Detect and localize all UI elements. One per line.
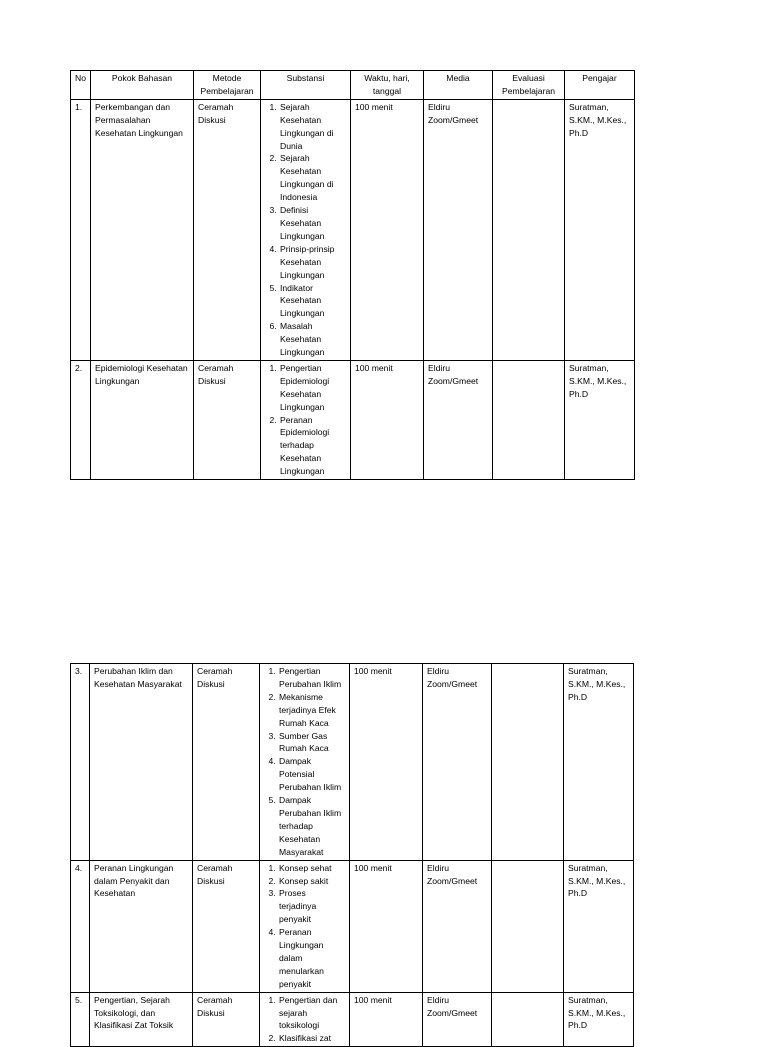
header-metode: Metode Pembelajaran xyxy=(194,71,261,100)
cell-metode: Ceramah Diskusi xyxy=(193,664,260,861)
cell-no: 3. xyxy=(71,664,90,861)
header-pengajar: Pengajar xyxy=(565,71,635,100)
cell-pokok-bahasan: Pengertian, Sejarah Toksikologi, dan Klasifikasi Zat Toksik xyxy=(90,992,193,1047)
substansi-list xyxy=(264,665,345,859)
cell-substansi xyxy=(260,664,350,861)
substansi-item: 2. Klasifikasi zat xyxy=(278,1032,345,1045)
substansi-item: 1. Pengertian Perubahan Iklim xyxy=(278,665,345,691)
substansi-item: 5. Indikator Kesehatan Lingkungan xyxy=(279,282,346,321)
cell-substansi xyxy=(261,360,351,479)
substansi-item: 3. Sumber Gas Rumah Kaca xyxy=(278,730,345,756)
cell-pokok-bahasan: Perubahan Iklim dan Kesehatan Masyarakat xyxy=(90,664,193,861)
cell-pengajar: Suratman, S.KM., M.Kes., Ph.D xyxy=(565,99,635,360)
substansi-item: 6. Masalah Kesehatan Lingkungan xyxy=(279,320,346,359)
cell-substansi xyxy=(260,860,350,992)
table-row xyxy=(71,99,635,360)
table-row xyxy=(71,860,634,992)
substansi-item: 5. Dampak Perubahan Iklim terhadap Kesehatan Masyarakat xyxy=(278,794,345,859)
cell-waktu: 100 menit xyxy=(351,360,424,479)
header-waktu: Waktu, hari, tanggal xyxy=(351,71,424,100)
substansi-item: 4. Dampak Potensial Perubahan Iklim xyxy=(278,755,345,794)
table-row xyxy=(71,664,634,861)
cell-evaluasi xyxy=(493,99,565,360)
cell-metode: Ceramah Diskusi xyxy=(194,99,261,360)
cell-pokok-bahasan: Epidemiologi Kesehatan Lingkungan xyxy=(91,360,194,479)
substansi-item: 1. Pengertian dan sejarah toksikologi xyxy=(278,994,345,1033)
table-body-part-2 xyxy=(71,664,634,1047)
table-body-part-1 xyxy=(71,99,635,479)
substansi-list xyxy=(264,994,345,1046)
cell-media: Eldiru Zoom/Gmeet xyxy=(423,664,492,861)
cell-metode: Ceramah Diskusi xyxy=(194,360,261,479)
course-table-part-1 xyxy=(70,70,635,480)
substansi-item: 1. Konsep sehat xyxy=(278,862,345,875)
substansi-item: 3. Definisi Kesehatan Lingkungan xyxy=(279,204,346,243)
course-table-part-2 xyxy=(70,663,634,1047)
cell-pengajar: Suratman, S.KM., M.Kes., Ph.D xyxy=(564,860,634,992)
cell-waktu: 100 menit xyxy=(351,99,424,360)
substansi-item: 2. Peranan Epidemiologi terhadap Kesehatan Lingkungan xyxy=(279,414,346,479)
cell-substansi xyxy=(260,992,350,1047)
substansi-item: 4. Prinsip-prinsip Kesehatan Lingkungan xyxy=(279,243,346,282)
header-substansi: Substansi xyxy=(261,71,351,100)
header-row xyxy=(71,71,635,100)
cell-waktu: 100 menit xyxy=(350,992,423,1047)
cell-metode: Ceramah Diskusi xyxy=(193,860,260,992)
cell-no: 5. xyxy=(71,992,90,1047)
substansi-item: 4. Peranan Lingkungan dalam menularkan penyakit xyxy=(278,926,345,991)
cell-metode: Ceramah Diskusi xyxy=(193,992,260,1047)
cell-evaluasi xyxy=(492,860,564,992)
header-no: No xyxy=(71,71,91,100)
substansi-item: 2. Konsep sakit xyxy=(278,875,345,888)
cell-waktu: 100 menit xyxy=(350,664,423,861)
cell-substansi xyxy=(261,99,351,360)
header-media: Media xyxy=(424,71,493,100)
cell-pokok-bahasan: Peranan Lingkungan dalam Penyakit dan Kesehatan xyxy=(90,860,193,992)
substansi-item: 1. Pengertian Epidemiologi Kesehatan Lingkungan xyxy=(279,362,346,414)
cell-media: Eldiru Zoom/Gmeet xyxy=(424,360,493,479)
cell-pengajar: Suratman, S.KM., M.Kes., Ph.D xyxy=(564,664,634,861)
cell-pengajar: Suratman, S.KM., M.Kes., Ph.D xyxy=(564,992,634,1047)
substansi-list xyxy=(265,101,346,359)
header-pokok-bahasan: Pokok Bahasan xyxy=(91,71,194,100)
substansi-item: 2. Sejarah Kesehatan Lingkungan di Indonesia xyxy=(279,152,346,204)
cell-pengajar: Suratman, S.KM., M.Kes., Ph.D xyxy=(565,360,635,479)
cell-media: Eldiru Zoom/Gmeet xyxy=(424,99,493,360)
cell-media: Eldiru Zoom/Gmeet xyxy=(423,992,492,1047)
cell-no: 4. xyxy=(71,860,90,992)
cell-waktu: 100 menit xyxy=(350,860,423,992)
header-evaluasi: Evaluasi Pembelajaran xyxy=(493,71,565,100)
substansi-list xyxy=(265,362,346,478)
cell-evaluasi xyxy=(492,664,564,861)
table-row xyxy=(71,992,634,1047)
substansi-item: 3. Proses terjadinya penyakit xyxy=(278,887,345,926)
substansi-item: 1. Sejarah Kesehatan Lingkungan di Dunia xyxy=(279,101,346,153)
cell-pokok-bahasan: Perkembangan dan Permasalahan Kesehatan Lingkungan xyxy=(91,99,194,360)
cell-no: 2. xyxy=(71,360,91,479)
cell-media: Eldiru Zoom/Gmeet xyxy=(423,860,492,992)
substansi-list xyxy=(264,862,345,991)
cell-evaluasi xyxy=(493,360,565,479)
substansi-item: 2. Mekanisme terjadinya Efek Rumah Kaca xyxy=(278,691,345,730)
cell-evaluasi xyxy=(492,992,564,1047)
table-row xyxy=(71,360,635,479)
cell-no: 1. xyxy=(71,99,91,360)
